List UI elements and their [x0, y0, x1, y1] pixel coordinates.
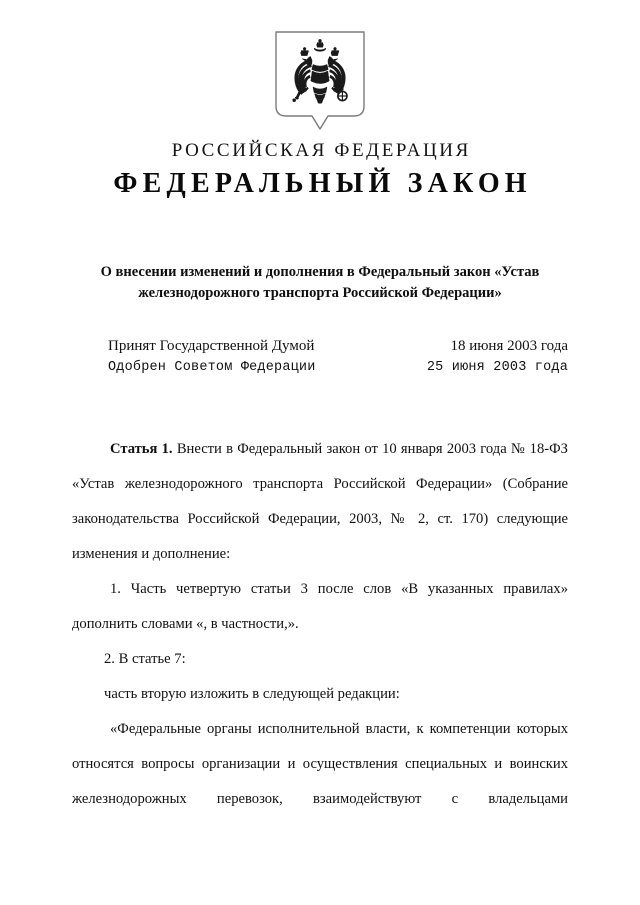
adoption-authority-duma: Принят Государственной Думой [108, 338, 315, 354]
adoption-date-duma: 18 июня 2003 года [450, 338, 568, 354]
page-title: ФЕДЕРАЛЬНЫЙ ЗАКОН [113, 168, 532, 199]
paragraph-article-1 [72, 432, 568, 572]
paragraph-quoted-text: «Федеральные органы исполнительной власти, к компетенции которых относятся вопросы организации и осуществления специальных и воинских железнодорожных перевозок, взаимодействуют с владельцами [72, 721, 568, 807]
adoption-authority-federation-council: Одобрен Советом Федерации [108, 360, 316, 375]
paragraph-item-1: 1. Часть четвертую статьи 3 после слов «В указанных правилах» дополнить словами «, в частности,». [72, 581, 568, 632]
coat-of-arms-container [0, 30, 640, 138]
article-label: Статья 1. [110, 441, 173, 457]
adoption-row-duma [108, 336, 568, 357]
document-title-block [0, 140, 640, 200]
adoption-date-federation-council: 25 июня 2003 года [426, 360, 568, 375]
document-subtitle: О внесении изменений и дополнения в Федеральный закон «Устав железнодорожного транспорта Российской Федерации» [100, 264, 540, 301]
russian-federation-coat-of-arms-icon [272, 30, 368, 138]
adoption-row-federation-council [108, 357, 568, 378]
country-heading: РОССИЙСКАЯ ФЕДЕРАЦИЯ [171, 140, 471, 161]
paragraph-item-2-sub: часть вторую изложить в следующей редакции: [104, 686, 400, 702]
paragraph-item-2: 2. В статье 7: [104, 651, 186, 667]
document-body [72, 432, 568, 852]
article-1-text: Внести в Федеральный закон от 10 января 2003 года № 18-ФЗ «Устав железнодорожного транспорта Российской Федерации» (Собрание законодательства Российской Федерации, 2003, № 2, ст. 170) следующие изменения и дополнение: [72, 441, 568, 562]
adoption-block [108, 336, 568, 378]
